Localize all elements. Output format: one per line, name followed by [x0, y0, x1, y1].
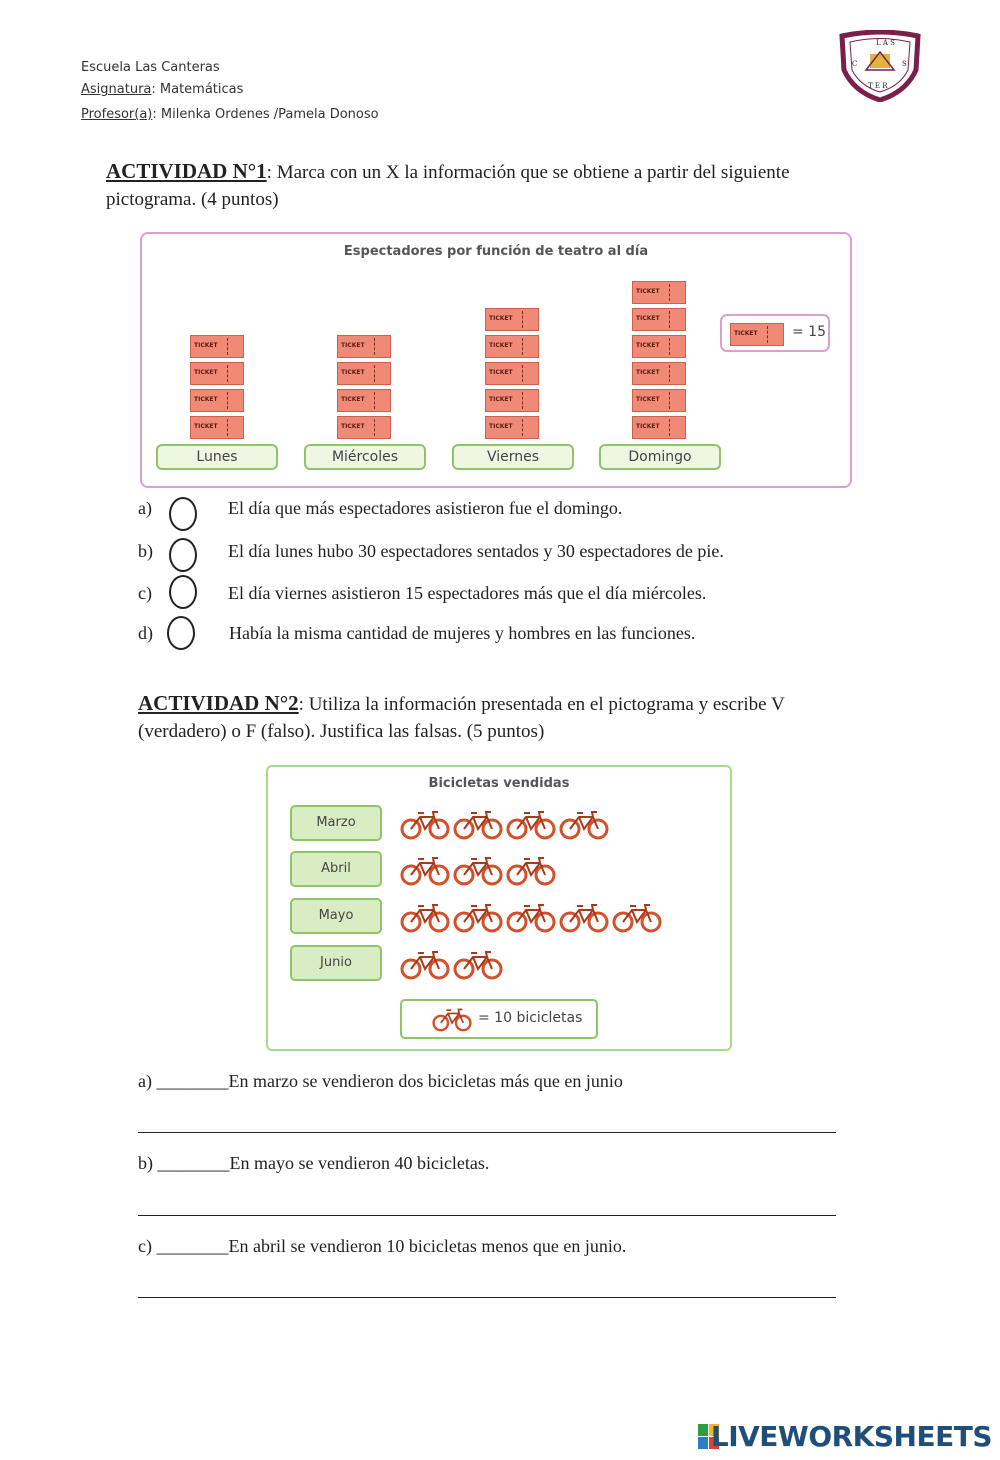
activity2-heading: ACTIVIDAD N°2 — [138, 691, 299, 715]
subject-label: Asignatura — [81, 82, 152, 97]
legend-bike-icon — [432, 1005, 472, 1033]
answer-line-b[interactable] — [138, 1215, 836, 1216]
month-label-marzo: Marzo — [290, 805, 382, 841]
ticket-icon: TICKET — [337, 335, 391, 358]
option-c-letter: c) — [138, 583, 152, 603]
day-label-viernes: Viernes — [452, 444, 574, 470]
teacher-value: : Milenka Ordenes /Pamela Donoso — [152, 107, 379, 122]
bicycle-icon — [559, 900, 609, 934]
option-c-checkbox[interactable] — [169, 575, 197, 609]
ticket-icon: TICKET — [632, 308, 686, 331]
bicycle-icon — [400, 807, 450, 841]
teacher-label: Profesor(a) — [81, 107, 153, 122]
option-b-text: El día lunes hubo 30 espectadores sentados y 30 espectadores de pie. — [228, 541, 724, 561]
ticket-icon: TICKET — [190, 335, 244, 358]
ticket-icon: TICKET — [632, 335, 686, 358]
option-d-checkbox[interactable] — [167, 616, 195, 650]
bicycle-icon — [506, 900, 556, 934]
statement-c-letter: c) — [138, 1236, 152, 1256]
statement-b-text: En mayo se vendieron 40 bicicletas. — [229, 1153, 490, 1173]
ticket-icon: TICKET — [632, 416, 686, 439]
answer-line-a[interactable] — [138, 1132, 836, 1133]
bicycle-icon — [453, 947, 503, 981]
legend2-value: = 10 bicicletas — [478, 1010, 583, 1026]
ticket-icon: TICKET — [485, 362, 539, 385]
pictogram2-title: Bicicletas vendidas — [428, 776, 570, 791]
activity2-title — [138, 690, 838, 745]
statement-c — [138, 1236, 626, 1257]
teacher-line — [81, 107, 379, 122]
pictogram2-legend — [400, 999, 598, 1039]
ticket-icon: TICKET — [632, 389, 686, 412]
option-d-text: Había la misma cantidad de mujeres y hombres en las funciones. — [229, 623, 696, 643]
day-label-lunes: Lunes — [156, 444, 278, 470]
bicycle-icon — [400, 900, 450, 934]
statement-c-text: En abril se vendieron 10 bicicletas menos que en junio. — [228, 1236, 627, 1256]
option-c-text: El día viernes asistieron 15 espectadores más que el día miércoles. — [228, 583, 707, 603]
day-label-miercoles: Miércoles — [304, 444, 426, 470]
month-label-mayo: Mayo — [290, 898, 382, 934]
statement-a-letter: a) — [138, 1071, 152, 1091]
school-name: Escuela Las Canteras — [81, 60, 220, 75]
option-a-checkbox[interactable] — [169, 497, 197, 531]
month-label-abril: Abril — [290, 851, 382, 887]
theater-pictogram — [140, 232, 852, 488]
pictogram-title: Espectadores por función de teatro al día — [343, 244, 649, 259]
ticket-icon: TICKET — [190, 416, 244, 439]
option-a-letter: a) — [138, 498, 152, 518]
ticket-icon: TICKET — [190, 362, 244, 385]
ticket-icon: TICKET — [337, 389, 391, 412]
bicycle-icon — [612, 900, 662, 934]
ticket-icon: TICKET — [190, 389, 244, 412]
ticket-icon: TICKET — [485, 389, 539, 412]
bicycle-icon — [400, 853, 450, 887]
option-b-letter: b) — [138, 541, 153, 561]
ticket-icon: TICKET — [485, 308, 539, 331]
activity2-instruction: : Utiliza la información presentada en el pictograma y escribe V (verdadero) o F (falso). Justifica las falsas. (5 puntos) — [138, 694, 785, 742]
ticket-icon: TICKET — [632, 281, 686, 304]
activity1-heading: ACTIVIDAD N°1 — [106, 159, 267, 183]
bicycle-icon — [506, 807, 556, 841]
bicycle-icon — [453, 853, 503, 887]
subject-value: : Matemáticas — [151, 82, 244, 97]
ticket-icon: TICKET — [485, 335, 539, 358]
option-d-letter: d) — [138, 623, 153, 643]
activity1-instruction: : Marca con un X la información que se obtiene a partir del siguiente pictograma. (4 puntos) — [106, 162, 790, 210]
pictogram-legend — [720, 314, 830, 352]
day-label-domingo: Domingo — [599, 444, 721, 470]
statement-a-text: En marzo se vendieron dos bicicletas más que en junio — [228, 1071, 623, 1091]
statement-a-blank[interactable]: ________ — [156, 1071, 229, 1091]
statement-c-blank[interactable]: ________ — [156, 1236, 229, 1256]
month-label-junio: Junio — [290, 945, 382, 981]
legend-value: = 15 — [792, 324, 826, 340]
legend-ticket-icon: TICKET — [730, 323, 784, 346]
bicycle-icon — [400, 947, 450, 981]
answer-line-c[interactable] — [138, 1297, 836, 1298]
ticket-icon: TICKET — [485, 416, 539, 439]
svg-text:S: S — [902, 60, 907, 68]
option-b-checkbox[interactable] — [169, 538, 197, 572]
activity1-title — [106, 158, 836, 213]
ticket-icon: TICKET — [337, 416, 391, 439]
bicycle-icon — [559, 807, 609, 841]
brand-name: LIVEWORKSHEETS — [710, 1420, 992, 1453]
statement-b-blank[interactable]: ________ — [157, 1153, 230, 1173]
bicycle-icon — [453, 807, 503, 841]
bicycle-icon — [453, 900, 503, 934]
statement-a — [138, 1071, 623, 1092]
svg-text:L A S: L A S — [876, 39, 895, 47]
subject-line — [81, 82, 243, 97]
school-logo — [836, 30, 924, 102]
statement-b — [138, 1153, 489, 1174]
ticket-icon: TICKET — [337, 362, 391, 385]
svg-text:C: C — [852, 60, 858, 68]
statement-b-letter: b) — [138, 1153, 153, 1173]
option-a-text: El día que más espectadores asistieron fue el domingo. — [228, 498, 623, 518]
bicycle-pictogram — [266, 765, 732, 1051]
bicycle-icon — [506, 853, 556, 887]
ticket-icon: TICKET — [632, 362, 686, 385]
svg-text:T E R: T E R — [868, 82, 888, 90]
